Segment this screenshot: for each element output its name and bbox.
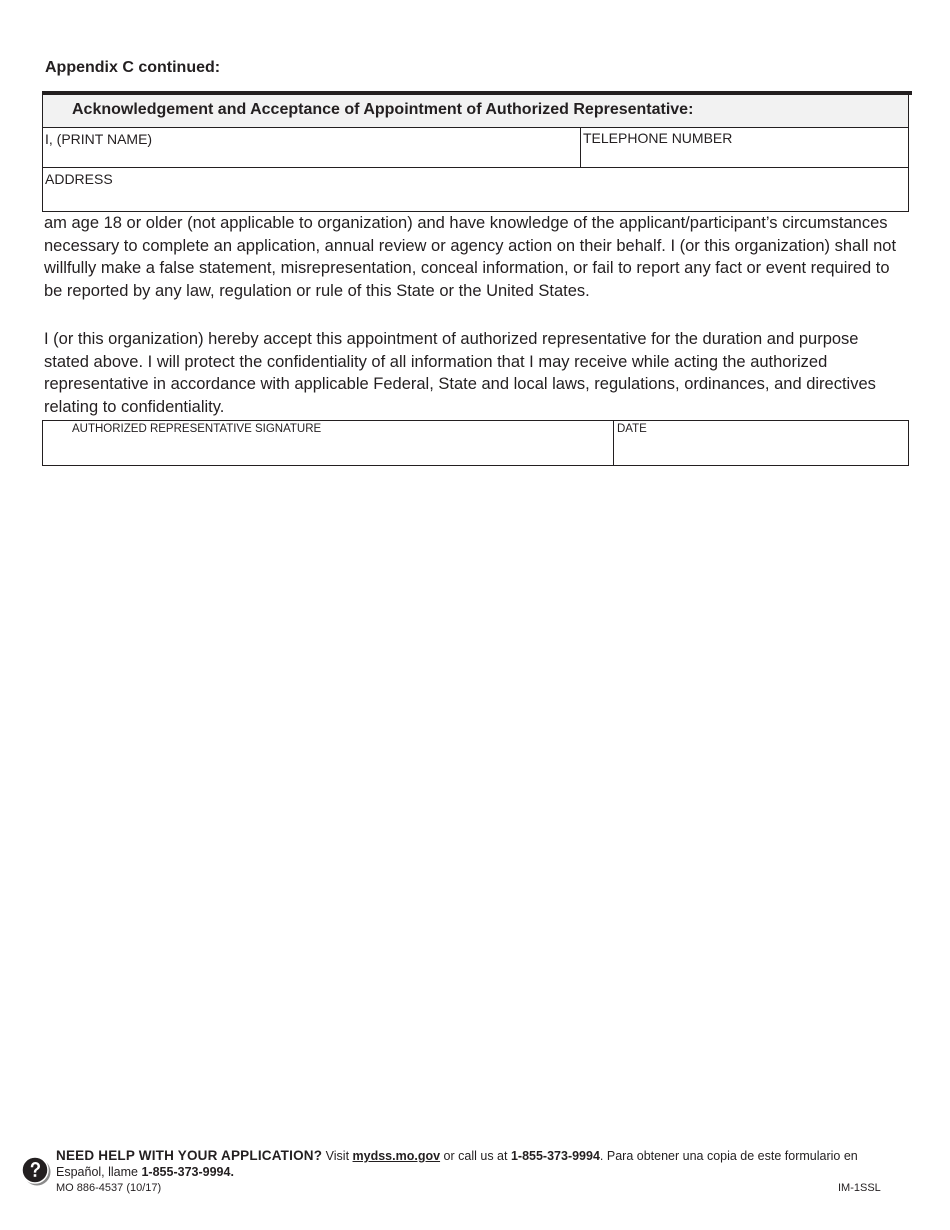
- help-phone-number: 1-855-373-9994: [510, 1149, 600, 1163]
- call-text: or call us at: [443, 1149, 508, 1163]
- website-link[interactable]: mydss.mo.gov: [352, 1149, 441, 1163]
- authorized-representative-form: [42, 91, 911, 465]
- spanish-text-continued: Español, llame: [56, 1165, 138, 1179]
- address-field[interactable]: ADDRESS: [45, 171, 113, 187]
- visit-text: Visit: [325, 1149, 350, 1163]
- spanish-help-line: [56, 1165, 234, 1179]
- print-name-field[interactable]: I, (PRINT NAME): [45, 131, 153, 147]
- acknowledgement-paragraph: am age 18 or older (not applicable to organization) and have knowledge of the applicant/participant’s circumstances necessary to complete an application, annual review or agency action on their behalf. I (or this organization) shall not willfully make a false statement, misrepresentation, conceal information, or fail to report any fact or event required to be reported by any law, regulation or rule of this State or the United States.: [44, 214, 897, 300]
- acceptance-paragraph: I (or this organization) hereby accept this appointment of authorized representative for the duration and purpose stated above. I will protect the confidentiality of all information that I may receive while acting the authorized representative in accordance with applicable Federal, State and local laws, regulations, ordinances, and directives relating to confidentiality.: [44, 330, 876, 416]
- telephone-number-field[interactable]: TELEPHONE NUMBER: [583, 130, 733, 146]
- section-header: [42, 95, 909, 128]
- date-field[interactable]: DATE: [617, 423, 647, 435]
- name-telephone-row: [42, 128, 909, 168]
- help-heading: NEED HELP WITH YOUR APPLICATION?: [56, 1148, 323, 1163]
- address-row: [42, 168, 909, 212]
- signature-field[interactable]: AUTHORIZED REPRESENTATIVE SIGNATURE: [72, 423, 322, 435]
- signature-date-row: [42, 420, 909, 466]
- help-text-line: [56, 1148, 858, 1163]
- question-mark-icon: [20, 1155, 52, 1187]
- form-number: MO 886-4537 (10/17): [56, 1182, 162, 1194]
- form-code: IM-1SSL: [838, 1182, 881, 1194]
- spanish-phone-number: 1-855-373-9994.: [141, 1165, 234, 1179]
- appendix-heading: Appendix C continued:: [45, 59, 221, 76]
- cell-divider: [580, 128, 581, 167]
- cell-divider: [613, 421, 614, 465]
- section-title: Acknowledgement and Acceptance of Appointment of Authorized Representative:: [72, 101, 694, 118]
- spanish-text: . Para obtener una copia de este formulario en: [599, 1149, 858, 1163]
